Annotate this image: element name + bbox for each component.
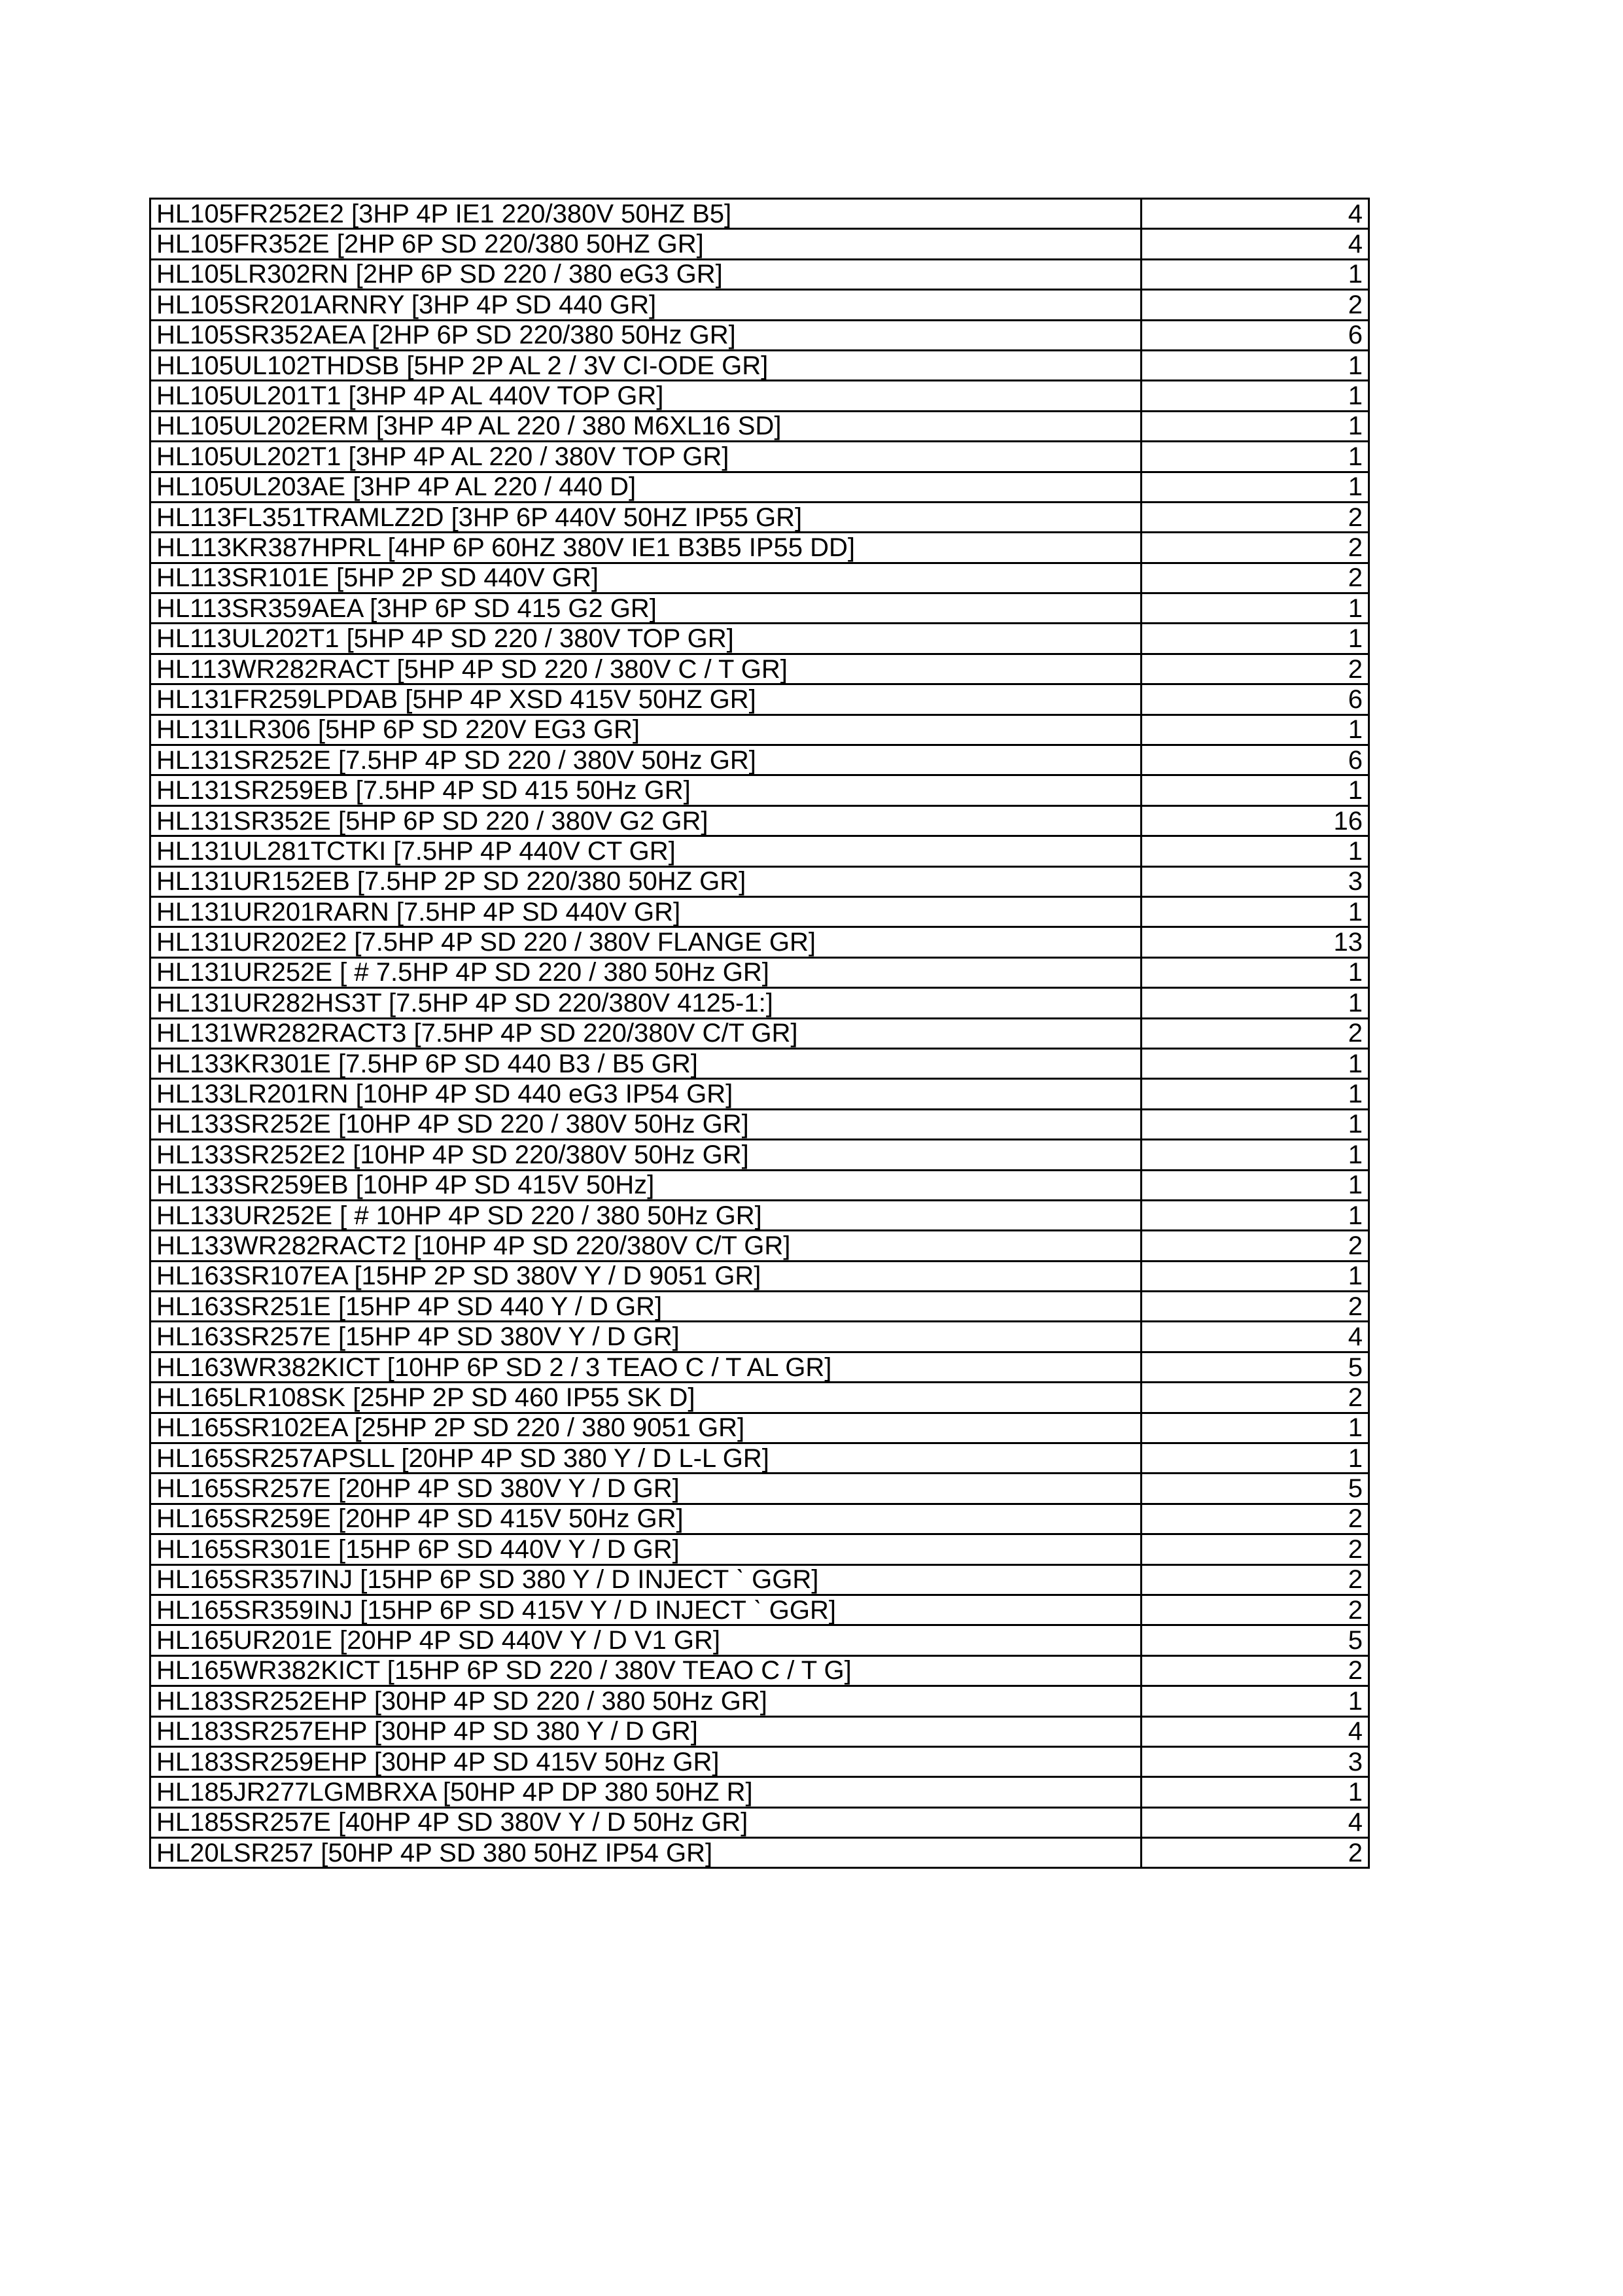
item-description-cell: HL20LSR257 [50HP 4P SD 380 50HZ IP54 GR]	[150, 1838, 1142, 1868]
item-quantity-cell: 1	[1142, 957, 1369, 987]
table-row	[150, 1140, 1369, 1170]
item-quantity-cell: 2	[1142, 1018, 1369, 1048]
item-description-cell: HL165SR301E [15HP 6P SD 440V Y / D GR]	[150, 1534, 1142, 1564]
item-quantity-cell: 2	[1142, 1838, 1369, 1868]
item-quantity-cell: 6	[1142, 745, 1369, 775]
item-description-cell: HL165SR259E [20HP 4P SD 415V 50Hz GR]	[150, 1504, 1142, 1534]
table-row	[150, 1777, 1369, 1807]
table-row	[150, 715, 1369, 745]
item-description-cell: HL131UL281TCTKI [7.5HP 4P 440V CT GR]	[150, 836, 1142, 866]
item-description-cell: HL105LR302RN [2HP 6P SD 220 / 380 eG3 GR]	[150, 259, 1142, 289]
item-description-cell: HL133KR301E [7.5HP 6P SD 440 B3 / B5 GR]	[150, 1048, 1142, 1078]
item-quantity-cell: 1	[1142, 350, 1369, 380]
item-description-cell: HL113FL351TRAMLZ2D [3HP 6P 440V 50HZ IP55 GR]	[150, 502, 1142, 532]
table-row	[150, 1504, 1369, 1534]
item-quantity-cell: 1	[1142, 1109, 1369, 1139]
item-description-cell: HL165SR102EA [25HP 2P SD 220 / 380 9051 GR]	[150, 1413, 1142, 1443]
item-quantity-cell: 2	[1142, 1655, 1369, 1686]
table-row	[150, 654, 1369, 684]
table-row	[150, 1838, 1369, 1868]
table-row	[150, 745, 1369, 775]
item-quantity-cell: 5	[1142, 1474, 1369, 1504]
item-description-cell: HL163SR251E [15HP 4P SD 440 Y / D GR]	[150, 1292, 1142, 1322]
item-quantity-cell: 1	[1142, 411, 1369, 441]
item-quantity-cell: 1	[1142, 775, 1369, 805]
item-description-cell: HL183SR259EHP [30HP 4P SD 415V 50Hz GR]	[150, 1746, 1142, 1776]
item-description-cell: HL105UL202ERM [3HP 4P AL 220 / 380 M6XL16 SD]	[150, 411, 1142, 441]
item-description-cell: HL165LR108SK [25HP 2P SD 460 IP55 SK D]	[150, 1383, 1142, 1413]
table-row	[150, 866, 1369, 896]
item-quantity-cell: 1	[1142, 1140, 1369, 1170]
item-quantity-cell: 3	[1142, 866, 1369, 896]
item-description-cell: HL105FR352E [2HP 6P SD 220/380 50HZ GR]	[150, 229, 1142, 259]
table-row	[150, 1170, 1369, 1200]
table-row	[150, 199, 1369, 229]
item-quantity-cell: 1	[1142, 1079, 1369, 1109]
item-description-cell: HL105UL102THDSB [5HP 2P AL 2 / 3V CI-ODE GR]	[150, 350, 1142, 380]
item-quantity-cell: 4	[1142, 229, 1369, 259]
table-row	[150, 1079, 1369, 1109]
table-row	[150, 805, 1369, 836]
item-quantity-cell: 1	[1142, 1443, 1369, 1474]
item-quantity-cell: 16	[1142, 805, 1369, 836]
item-quantity-cell: 2	[1142, 1231, 1369, 1261]
table-row	[150, 836, 1369, 866]
item-quantity-cell: 2	[1142, 1504, 1369, 1534]
table-row	[150, 624, 1369, 654]
item-quantity-cell: 3	[1142, 1746, 1369, 1776]
item-description-cell: HL113SR359AEA [3HP 6P SD 415 G2 GR]	[150, 593, 1142, 624]
item-description-cell: HL113KR387HPRL [4HP 6P 60HZ 380V IE1 B3B5 IP55 DD]	[150, 533, 1142, 563]
table-row	[150, 1383, 1369, 1413]
table-row	[150, 411, 1369, 441]
item-quantity-cell: 1	[1142, 472, 1369, 502]
item-quantity-cell: 2	[1142, 533, 1369, 563]
table-row	[150, 1200, 1369, 1230]
item-quantity-cell: 1	[1142, 1413, 1369, 1443]
item-quantity-cell: 1	[1142, 1048, 1369, 1078]
table-row	[150, 1807, 1369, 1837]
table-row	[150, 1716, 1369, 1746]
table-row	[150, 896, 1369, 927]
item-quantity-cell: 2	[1142, 1564, 1369, 1595]
item-quantity-cell: 6	[1142, 320, 1369, 350]
table-row	[150, 259, 1369, 289]
table-row	[150, 1048, 1369, 1078]
table-row	[150, 1686, 1369, 1716]
table-row	[150, 775, 1369, 805]
item-description-cell: HL183SR252EHP [30HP 4P SD 220 / 380 50Hz GR]	[150, 1686, 1142, 1716]
table-row	[150, 1018, 1369, 1048]
item-quantity-cell: 4	[1142, 1716, 1369, 1746]
table-row	[150, 1595, 1369, 1625]
table-row	[150, 229, 1369, 259]
item-description-cell: HL131FR259LPDAB [5HP 4P XSD 415V 50HZ GR]	[150, 684, 1142, 715]
item-quantity-cell: 6	[1142, 684, 1369, 715]
item-description-cell: HL113UL202T1 [5HP 4P SD 220 / 380V TOP GR]	[150, 624, 1142, 654]
item-description-cell: HL105SR352AEA [2HP 6P SD 220/380 50Hz GR]	[150, 320, 1142, 350]
table-body	[150, 199, 1369, 1868]
item-quantity-cell: 1	[1142, 715, 1369, 745]
table-row	[150, 1474, 1369, 1504]
item-description-cell: HL165SR257APSLL [20HP 4P SD 380 Y / D L-L GR]	[150, 1443, 1142, 1474]
table-row	[150, 290, 1369, 320]
item-description-cell: HL131WR282RACT3 [7.5HP 4P SD 220/380V C/T GR]	[150, 1018, 1142, 1048]
item-description-cell: HL165SR257E [20HP 4P SD 380V Y / D GR]	[150, 1474, 1142, 1504]
item-quantity-cell: 2	[1142, 502, 1369, 532]
table-row	[150, 684, 1369, 715]
item-quantity-cell: 4	[1142, 1322, 1369, 1352]
item-quantity-cell: 2	[1142, 654, 1369, 684]
item-description-cell: HL133WR282RACT2 [10HP 4P SD 220/380V C/T GR]	[150, 1231, 1142, 1261]
item-quantity-cell: 1	[1142, 836, 1369, 866]
item-quantity-cell: 1	[1142, 593, 1369, 624]
item-quantity-cell: 13	[1142, 927, 1369, 957]
item-quantity-cell: 1	[1142, 1261, 1369, 1291]
item-description-cell: HL163SR107EA [15HP 2P SD 380V Y / D 9051 GR]	[150, 1261, 1142, 1291]
table-row	[150, 1109, 1369, 1139]
table-row	[150, 988, 1369, 1018]
table-row	[150, 1564, 1369, 1595]
item-quantity-cell: 2	[1142, 1383, 1369, 1413]
item-description-cell: HL185SR257E [40HP 4P SD 380V Y / D 50Hz GR]	[150, 1807, 1142, 1837]
item-quantity-cell: 5	[1142, 1352, 1369, 1382]
item-quantity-cell: 1	[1142, 381, 1369, 411]
item-quantity-cell: 4	[1142, 1807, 1369, 1837]
item-description-cell: HL113WR282RACT [5HP 4P SD 220 / 380V C / T GR]	[150, 654, 1142, 684]
table-row	[150, 1322, 1369, 1352]
item-quantity-cell: 2	[1142, 1595, 1369, 1625]
item-description-cell: HL131SR252E [7.5HP 4P SD 220 / 380V 50Hz GR]	[150, 745, 1142, 775]
item-description-cell: HL163WR382KICT [10HP 6P SD 2 / 3 TEAO C / T AL GR]	[150, 1352, 1142, 1382]
table-row	[150, 320, 1369, 350]
table-row	[150, 1746, 1369, 1776]
table-row	[150, 957, 1369, 987]
item-quantity-cell: 5	[1142, 1625, 1369, 1655]
table-row	[150, 1292, 1369, 1322]
item-description-cell: HL113SR101E [5HP 2P SD 440V GR]	[150, 563, 1142, 593]
item-description-cell: HL105UL203AE [3HP 4P AL 220 / 440 D]	[150, 472, 1142, 502]
item-description-cell: HL131UR252E [ # 7.5HP 4P SD 220 / 380 50Hz GR]	[150, 957, 1142, 987]
inventory-table	[149, 198, 1370, 1869]
item-quantity-cell: 1	[1142, 1170, 1369, 1200]
item-description-cell: HL131SR259EB [7.5HP 4P SD 415 50Hz GR]	[150, 775, 1142, 805]
table-row	[150, 502, 1369, 532]
item-quantity-cell: 1	[1142, 896, 1369, 927]
item-quantity-cell: 1	[1142, 1686, 1369, 1716]
item-description-cell: HL165UR201E [20HP 4P SD 440V Y / D V1 GR]	[150, 1625, 1142, 1655]
table-row	[150, 533, 1369, 563]
item-description-cell: HL165WR382KICT [15HP 6P SD 220 / 380V TEAO C / T G]	[150, 1655, 1142, 1686]
item-description-cell: HL185JR277LGMBRXA [50HP 4P DP 380 50HZ R]	[150, 1777, 1142, 1807]
item-description-cell: HL133SR252E [10HP 4P SD 220 / 380V 50Hz GR]	[150, 1109, 1142, 1139]
item-quantity-cell: 1	[1142, 259, 1369, 289]
table-row	[150, 1413, 1369, 1443]
item-description-cell: HL131SR352E [5HP 6P SD 220 / 380V G2 GR]	[150, 805, 1142, 836]
item-description-cell: HL133SR252E2 [10HP 4P SD 220/380V 50Hz GR]	[150, 1140, 1142, 1170]
item-quantity-cell: 1	[1142, 988, 1369, 1018]
table-row	[150, 1443, 1369, 1474]
item-quantity-cell: 2	[1142, 563, 1369, 593]
table-row	[150, 350, 1369, 380]
table-row	[150, 1534, 1369, 1564]
item-description-cell: HL183SR257EHP [30HP 4P SD 380 Y / D GR]	[150, 1716, 1142, 1746]
item-description-cell: HL105SR201ARNRY [3HP 4P SD 440 GR]	[150, 290, 1142, 320]
item-description-cell: HL131UR201RARN [7.5HP 4P SD 440V GR]	[150, 896, 1142, 927]
table-row	[150, 563, 1369, 593]
item-quantity-cell: 2	[1142, 1292, 1369, 1322]
table-row	[150, 593, 1369, 624]
item-description-cell: HL131LR306 [5HP 6P SD 220V EG3 GR]	[150, 715, 1142, 745]
item-description-cell: HL133SR259EB [10HP 4P SD 415V 50Hz]	[150, 1170, 1142, 1200]
item-description-cell: HL131UR282HS3T [7.5HP 4P SD 220/380V 4125-1:]	[150, 988, 1142, 1018]
item-description-cell: HL165SR357INJ [15HP 6P SD 380 Y / D INJECT ˋ GGR]	[150, 1564, 1142, 1595]
item-description-cell: HL165SR359INJ [15HP 6P SD 415V Y / D INJECT ˋ GGR]	[150, 1595, 1142, 1625]
item-description-cell: HL131UR202E2 [7.5HP 4P SD 220 / 380V FLANGE GR]	[150, 927, 1142, 957]
table-row	[150, 472, 1369, 502]
item-description-cell: HL105FR252E2 [3HP 4P IE1 220/380V 50HZ B5]	[150, 199, 1142, 229]
item-quantity-cell: 1	[1142, 442, 1369, 472]
item-description-cell: HL133LR201RN [10HP 4P SD 440 eG3 IP54 GR]	[150, 1079, 1142, 1109]
table-row	[150, 1261, 1369, 1291]
item-description-cell: HL133UR252E [ # 10HP 4P SD 220 / 380 50Hz GR]	[150, 1200, 1142, 1230]
table-row	[150, 1625, 1369, 1655]
item-quantity-cell: 1	[1142, 1200, 1369, 1230]
item-quantity-cell: 1	[1142, 624, 1369, 654]
item-description-cell: HL163SR257E [15HP 4P SD 380V Y / D GR]	[150, 1322, 1142, 1352]
item-quantity-cell: 1	[1142, 1777, 1369, 1807]
item-quantity-cell: 4	[1142, 199, 1369, 229]
item-description-cell: HL105UL202T1 [3HP 4P AL 220 / 380V TOP GR]	[150, 442, 1142, 472]
table-row	[150, 1231, 1369, 1261]
item-quantity-cell: 2	[1142, 1534, 1369, 1564]
table-row	[150, 442, 1369, 472]
table-row	[150, 1352, 1369, 1382]
table-row	[150, 1655, 1369, 1686]
item-quantity-cell: 2	[1142, 290, 1369, 320]
table-row	[150, 927, 1369, 957]
item-description-cell: HL105UL201T1 [3HP 4P AL 440V TOP GR]	[150, 381, 1142, 411]
table-row	[150, 381, 1369, 411]
item-description-cell: HL131UR152EB [7.5HP 2P SD 220/380 50HZ GR]	[150, 866, 1142, 896]
